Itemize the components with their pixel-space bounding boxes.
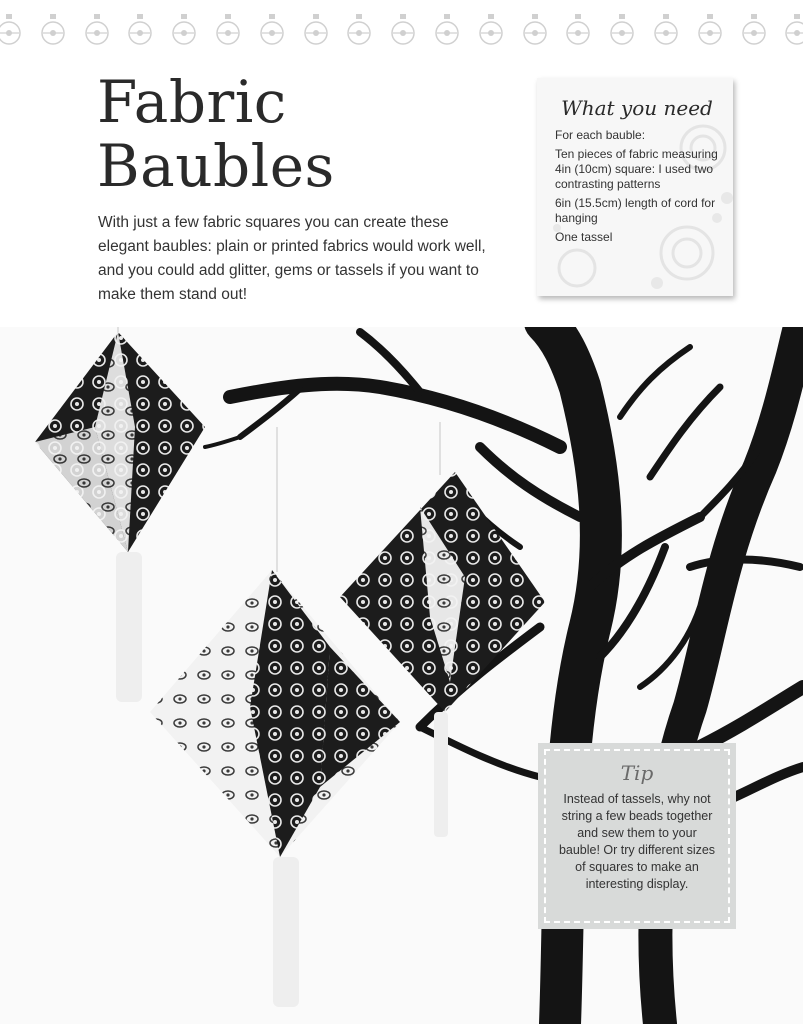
christmas-bauble-icon (478, 14, 504, 50)
christmas-bauble-icon (40, 14, 66, 50)
need-lead: For each bauble: (555, 128, 646, 142)
christmas-bauble-icon (303, 14, 329, 50)
christmas-bauble-icon (434, 14, 460, 50)
what-you-need-card (537, 78, 733, 296)
christmas-bauble-icon (390, 14, 416, 50)
need-item: Ten pieces of fabric measuring 4in (10cm) square: I used two contrasting patterns (555, 147, 718, 191)
christmas-bauble-icon (784, 14, 803, 50)
christmas-bauble-icon (215, 14, 241, 50)
intro-paragraph: With just a few fabric squares you can create these elegant baubles: plain or printed fabrics would work well, and you could add glitter, gems or tassels if you want to make them stand out! (98, 214, 486, 303)
christmas-bauble-icon (346, 14, 372, 50)
what-you-need-heading: What you need (561, 96, 713, 120)
page-title (97, 70, 335, 198)
title-line-1: Fabric (97, 68, 287, 136)
christmas-bauble-icon (84, 14, 110, 50)
christmas-bauble-icon (609, 14, 635, 50)
christmas-bauble-icon (565, 14, 591, 50)
christmas-bauble-icon (697, 14, 723, 50)
tip-heading: Tip (620, 761, 654, 785)
title-line-2: Baubles (97, 132, 335, 200)
christmas-bauble-icon (259, 14, 285, 50)
christmas-bauble-icon (653, 14, 679, 50)
need-item: 6in (15.5cm) length of cord for hanging (555, 196, 716, 225)
tip-text: Instead of tassels, why not string a few beads together and sew them to your bauble! Or try different sizes of squares to make an interesting display. (558, 792, 716, 891)
christmas-bauble-icon (0, 14, 22, 50)
bauble-border (0, 14, 803, 54)
christmas-bauble-icon (127, 14, 153, 50)
christmas-bauble-icon (171, 14, 197, 50)
need-item: One tassel (555, 230, 613, 244)
christmas-bauble-icon (741, 14, 767, 50)
tip-box (538, 743, 736, 929)
christmas-bauble-icon (522, 14, 548, 50)
